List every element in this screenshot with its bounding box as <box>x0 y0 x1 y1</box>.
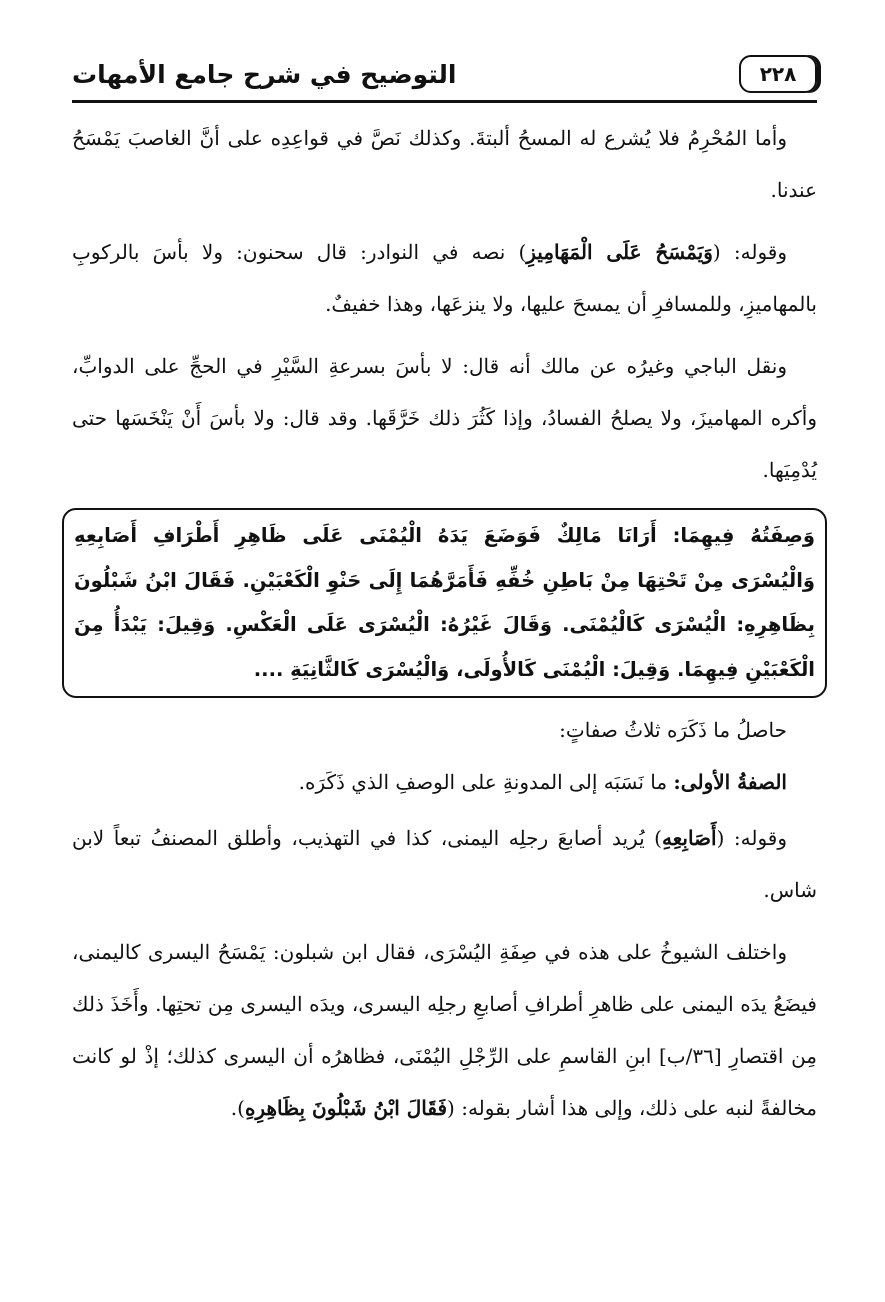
page-number: ٢٢٨ <box>739 55 817 93</box>
quoted-matn-phrase: أَصَابِعِهِ <box>662 826 717 850</box>
quote-open: وقوله: ( <box>716 826 788 850</box>
paragraph-mahamiz <box>72 226 817 330</box>
quote-open: وقوله: ( <box>712 240 787 264</box>
paragraph-text: واختلف الشيوخُ على هذه في صِفَةِ اليُسْرَى، فقال ابن شبلون: يَمْسَحُ اليسرى كاليمنى، فيضَعُ يدَه اليمنى على ظاهرِ أطرافِ أصابعِ رجلِه اليسرى، ويدَه اليسرى مِن تحتِها. وأَخَذَ ذلك مِن اقتصارِ [٣٦/ب] ابنِ القاسمِ على الرِّجْلِ اليُمْنَى، فظاهرُه أن اليسرى كذلك؛ إذْ لو كانت مخالفةً لنبه على ذلك، وإلى هذا أشار بقوله: ( <box>72 940 818 1120</box>
paragraph-shuyukh <box>72 926 817 1134</box>
paragraph-muhrim: وأما المُحْرِمُ فلا يُشرع له المسحُ ألبتةَ. وكذلك نَصَّ في قواعِدِه على أنَّ الغاصبَ يَمْسَحُ عندنا. <box>72 126 817 202</box>
quoted-matn-phrase: فَقَالَ ابْنُ شَبْلُونَ بِظَاهِرِهِ <box>244 1096 448 1120</box>
paragraph-asabiihi <box>72 812 817 916</box>
paragraph-first-method <box>72 756 817 808</box>
paragraph-text: ) يُريد أصابعَ رجلِه اليمنى، كذا في التهذيب، وأطلق المصنفُ تبعاً لابن شاس. <box>72 826 817 902</box>
page-body <box>72 112 817 1134</box>
matn-box: وَصِفَتُهُ فِيهِمَا: أَرَانَا مَالِكٌ فَوَضَعَ يَدَهُ الْيُمْنَى عَلَى ظَاهِرِ أَطْرَافِ أَصَابِعِهِ وَالْيُسْرَى مِنْ تَحْتِهَا مِنْ بَاطِنِ خُفِّهِ فَأَمَرَّهُمَا إِلَى حَنْوِ الْكَعْبَيْنِ. فَقَالَ ابْنُ شَبْلُونَ بِظَاهِرِهِ: الْيُسْرَى كَالْيُمْنَى. وَقَالَ غَيْرُهُ: الْيُسْرَى عَلَى الْعَكْسِ. وَقِيلَ: يَبْدَأُ مِنَ الْكَعْبَيْنِ فِيهِمَا. وَقِيلَ: الْيُمْنَى كَالأُولَى، وَالْيُسْرَى كَالثَّانِيَةِ .... <box>62 508 827 698</box>
first-method-heading: الصفةُ الأولى: <box>673 770 787 794</box>
book-title: التوضيح في شرح جامع الأمهات <box>72 59 457 89</box>
page-header <box>72 48 817 100</box>
paragraph-baji: ونقل الباجي وغيرُه عن مالك أنه قال: لا بأسَ بسرعةِ السَّيْرِ في الحجِّ على الدوابِّ، وأكره المهاميزَ، ولا يصلحُ الفسادُ، وإذا كَثُرَ ذلك خَرَّقَها. وقد قال: ولا بأسَ أَنْ يَنْخَسَها حتى يُدْمِيَها. <box>72 354 817 482</box>
header-rule <box>72 100 817 103</box>
paragraph-text: ما نَسَبَه إلى المدونةِ على الوصفِ الذي ذَكَرَه. <box>298 770 674 794</box>
quoted-matn-phrase: وَيَمْسَحُ عَلَى الْمَهَامِيزِ <box>526 240 713 264</box>
quote-close: ). <box>230 1096 245 1120</box>
paragraph-summary: حاصلُ ما ذَكَرَه ثلاثُ صفاتٍ: <box>559 718 787 742</box>
paragraph-text: ) نصه في النوادر: قال سحنون: ولا بأسَ بالركوبِ بالمهاميزِ، وللمسافرِ أن يمسحَ عليها، ولا ينزعَها، وهذا خفيفٌ. <box>72 240 817 316</box>
